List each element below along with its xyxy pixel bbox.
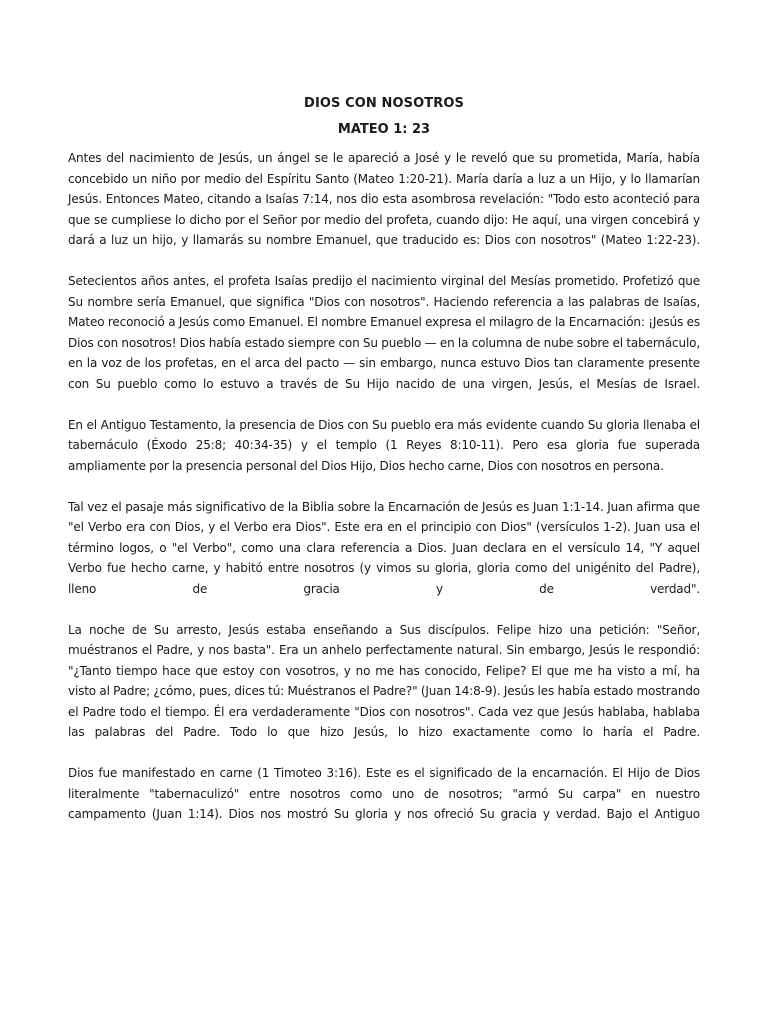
document-subtitle: MATEO 1: 23 xyxy=(337,122,431,137)
document-title: DIOS CON NOSOTROS xyxy=(304,96,464,111)
paragraph-1: Antes del nacimiento de Jesús, un ángel se le apareció a José y le reveló que su prometida, María, había concebido un niño por medio del Espíritu Santo (Mateo 1:20-21). María daría a luz a un Hijo, y lo llamarían Jesús. Entonces Mateo, citando a Isaías 7:14, nos dio esta asombrosa revelación: "Todo esto aconteció para que se cumpliese lo dicho por el Señor por medio del profeta, cuando dijo: He aquí, una virgen concebirá y dará a luz un hijo, y llamarás su nombre Emanuel, que traducido es: Dios con nosotros" (Mateo 1:22-23). xyxy=(68,151,700,247)
paragraph-2: Setecientos años antes, el profeta Isaías predijo el nacimiento virginal del Mesías prometido. Profetizó que Su nombre sería Emanuel, que significa "Dios con nosotros". Haciendo referencia a las palabras de Isaías, Mateo reconoció a Jesús como Emanuel. El nombre Emanuel expresa el milagro de la Encarnación: ¡Jesús es Dios con nosotros! Dios había estado siempre con Su pueblo — en la columna de nube sobre el tabernáculo, en la voz de los profetas, en el arca del pacto — sin embargo, nunca estuvo Dios tan claramente presente con Su pueblo como lo estuvo a través de Su Hijo nacido de una virgen, Jesús, el Mesías de Israel. xyxy=(68,274,700,391)
paragraph-5: La noche de Su arresto, Jesús estaba enseñando a Sus discípulos. Felipe hizo una petición: "Señor, muéstranos el Padre, y nos basta". Era un anhelo perfectamente natural. Sin embargo, Jesús le respondió: "¿Tanto tiempo hace que estoy con vosotros, y no me has conocido, Felipe? El que me ha visto a mí, ha visto al Padre; ¿cómo, pues, dices tú: Muéstranos el Padre?" (Juan 14:8-9). Jesús les había estado mostrando el Padre todo el tiempo. Él era verdaderamente "Dios con nosotros". Cada vez que Jesús hablaba, hablaba las palabras del Padre. Todo lo que hizo Jesús, lo hizo exactamente como lo haría el Padre. xyxy=(68,622,700,739)
document-page xyxy=(68,94,700,845)
paragraph-6: Dios fue manifestado en carne (1 Timoteo 3:16). Este es el significado de la encarnación. El Hijo de Dios literalmente "tabernaculizó" entre nosotros como uno de nosotros; "armó Su carpa" en nuestro campamento (Juan 1:14). Dios nos mostró Su gloria y nos ofreció Su gracia y verdad. Bajo el Antiguo xyxy=(68,766,700,821)
paragraph-4: Tal vez el pasaje más significativo de la Biblia sobre la Encarnación de Jesús es Juan 1:1-14. Juan afirma que "el Verbo era con Dios, y el Verbo era Dios". Este era en el principio con Dios" (versículos 1-2). Juan usa el término logos, o "el Verbo", como una clara referencia a Dios. Juan declara en el versículo 14, "Y aquel Verbo fue hecho carne, y habitó entre nosotros (y vimos su gloria, gloria como del unigénito del Padre), lleno de gracia y de verdad". xyxy=(68,499,700,596)
paragraph-3: En el Antiguo Testamento, la presencia de Dios con Su pueblo era más evidente cuando Su gloria llenaba el tabernáculo (Éxodo 25:8; 40:34-35) y el templo (1 Reyes 8:10-11). Pero esa gloria fue superada ampliamente por la presencia personal del Dios Hijo, Dios hecho carne, Dios con nosotros en persona. xyxy=(68,417,700,473)
